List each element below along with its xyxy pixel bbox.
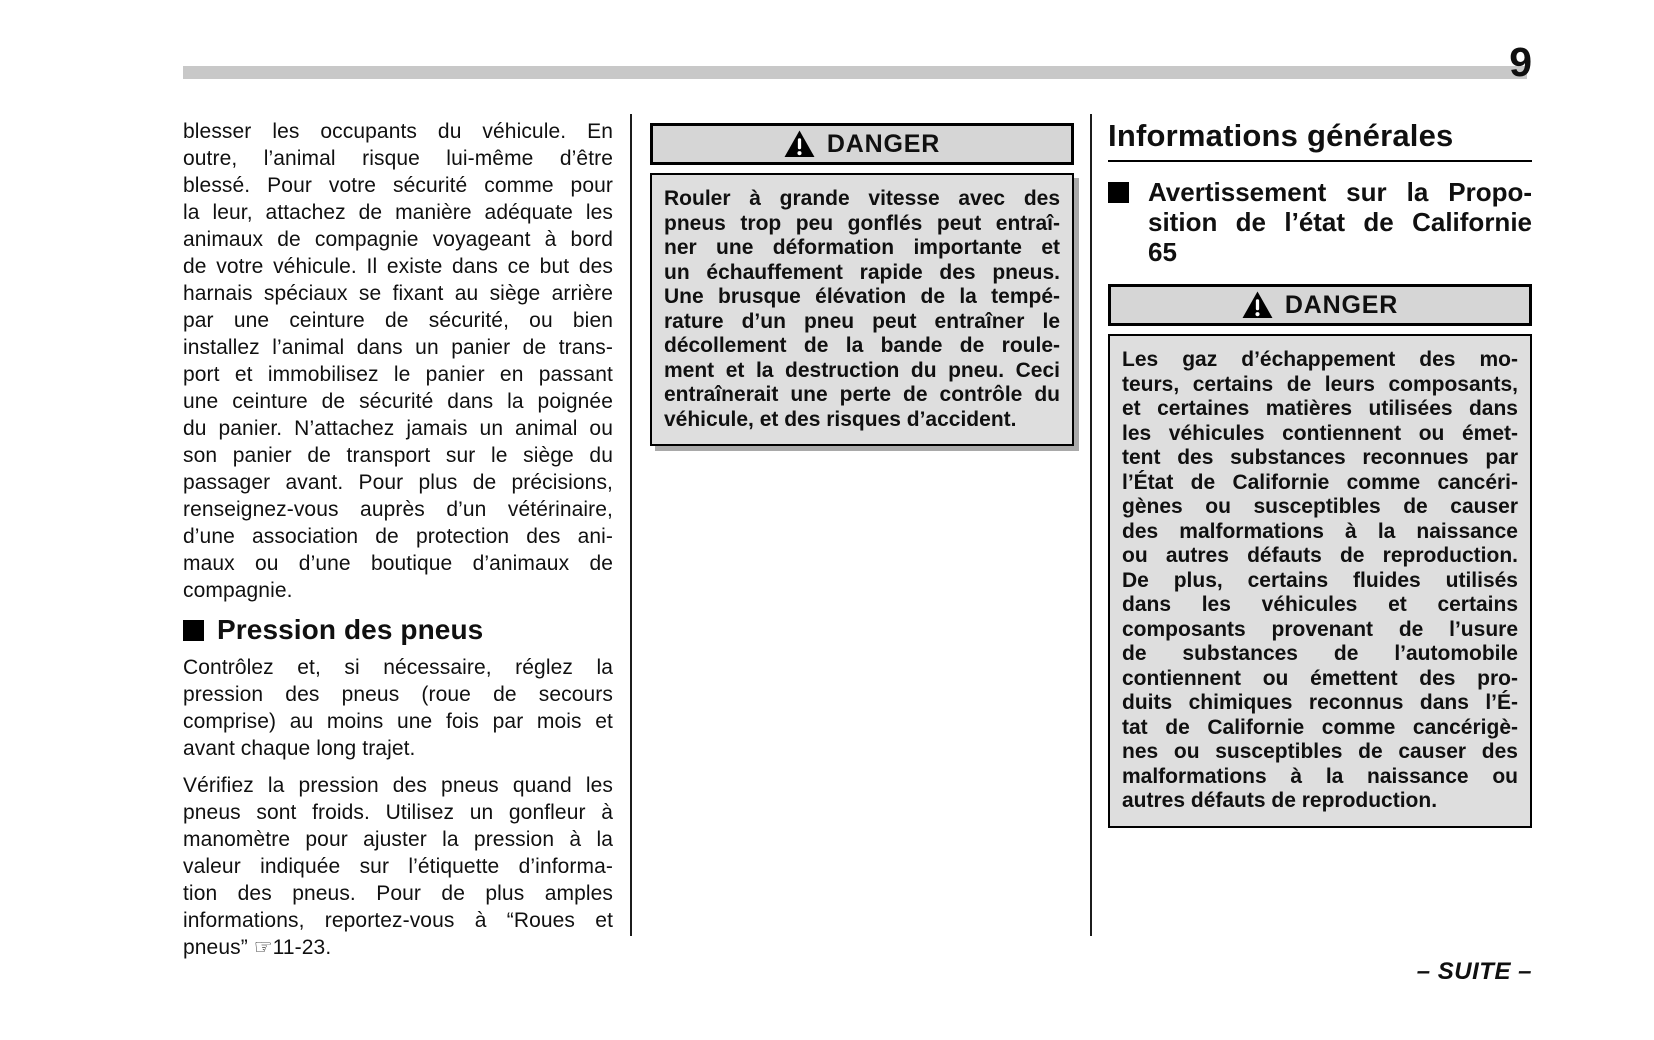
text-line: autres défauts de reproduction. (1122, 789, 1438, 812)
chapter-heading: Informations générales (1108, 118, 1532, 162)
text-line: passager avant. Pour plus de précisions, (183, 471, 613, 494)
paragraph-tire-check (183, 654, 613, 762)
text-line: pression des pneus (roue de secours (183, 683, 613, 706)
text-line: tion des pneus. Pour de plus amples (183, 882, 613, 905)
text-line: gènes ou susceptibles de causer (1122, 495, 1518, 518)
text-line: pneus trop peu gonflés peut entraî- (664, 211, 1060, 235)
danger-body-text (1108, 334, 1532, 828)
text-line: Rouler à grande vitesse avec des (664, 187, 1060, 210)
square-bullet-icon (1108, 182, 1129, 203)
section-heading-tire-pressure (183, 614, 613, 646)
text-line: Contrôlez et, si nécessaire, réglez la (183, 656, 613, 679)
text-line: décollement de la bande de roule- (664, 334, 1060, 357)
text-line: tat de Californie comme cancérigè- (1122, 715, 1518, 739)
text-line: la leur, attachez de manière adéquate les (183, 201, 613, 224)
text-line: composants provenant de l’usure (1122, 617, 1518, 641)
danger-body-text (650, 173, 1074, 446)
danger-label: DANGER (1284, 290, 1399, 319)
text-line: ou autres défauts de reproduction. (1122, 544, 1518, 567)
text-line: animaux de compagnie voyageant à bord (183, 228, 613, 251)
text-line: installez l’animal dans un panier de trans- (183, 336, 613, 359)
text-line: ment et la destruction du pneu. Ceci (664, 358, 1060, 382)
text-line: blessé. Pour votre sécurité comme pour (183, 174, 613, 197)
text-line: sition de l’état de Californie (1148, 207, 1532, 237)
text-line: pneus” ☞11-23. (183, 936, 332, 959)
text-line: son panier de transport sur le siège du (183, 444, 613, 467)
text-line: De plus, certains fluides utilisés (1122, 568, 1518, 592)
section-heading-prop65 (1108, 177, 1532, 267)
column-divider-right (1090, 114, 1092, 936)
paragraph-pets (183, 118, 613, 604)
danger-label: DANGER (826, 129, 941, 158)
text-line: du panier. N’attachez jamais un animal ou (183, 417, 613, 440)
text-line: Une brusque élévation de la tempé- (664, 285, 1060, 308)
text-line: d’une association de protection des ani- (183, 525, 613, 548)
text-line: Vérifiez la pression des pneus quand les (183, 774, 613, 797)
text-line: maux ou d’une boutique d’animaux de (183, 552, 613, 575)
text-line: avant chaque long trajet. (183, 737, 416, 760)
text-line: Les gaz d’échappement des mo- (1122, 348, 1518, 371)
text-line: informations, reportez-vous à “Roues et (183, 909, 613, 932)
text-line: pneus sont froids. Utilisez un gonfleur à (183, 801, 613, 824)
text-line: des malformations à la naissance (1122, 519, 1518, 543)
text-line: manomètre pour ajuster la pression à la (183, 828, 613, 851)
text-line: ner une déformation importante et (664, 236, 1060, 259)
text-line: comprise) au moins une fois par mois et (183, 710, 613, 733)
text-line: port et immobilisez le panier en passant (183, 363, 613, 386)
text-line: valeur indiquée sur l’étiquette d’informa- (183, 855, 613, 878)
text-line: duits chimiques reconnus dans l’É- (1122, 691, 1518, 714)
header-rule-bar (183, 66, 1527, 79)
text-line: Avertissement sur la Propo- (1148, 177, 1532, 207)
section-heading-label: Pression des pneus (217, 614, 484, 645)
text-line: par une ceinture de sécurité, ou bien (183, 309, 613, 332)
danger-box-prop65 (1108, 284, 1532, 828)
text-line: outre, l’animal risque lui-même d’être (183, 147, 613, 170)
paragraph-tire-cold (183, 772, 613, 961)
text-line: de substances de l’automobile (1122, 642, 1518, 665)
text-line: l’État de Californie comme cancéri- (1122, 470, 1518, 494)
continuation-marker: – SUITE – (1416, 958, 1532, 985)
warning-triangle-icon (1242, 291, 1273, 319)
text-line: contiennent ou émettent des pro- (1122, 666, 1518, 690)
text-line: malformations à la naissance ou (1122, 764, 1518, 788)
section-heading-lines (1148, 177, 1532, 267)
text-line: rature d’un pneu peut entraîner le (664, 309, 1060, 333)
text-line: blesser les occupants du véhicule. En (183, 120, 613, 143)
text-line: renseignez-vous auprès d’un vétérinaire, (183, 498, 613, 521)
danger-box-tires (650, 123, 1074, 446)
text-line: compagnie. (183, 579, 293, 602)
danger-header (650, 123, 1074, 165)
danger-header (1108, 284, 1532, 326)
middle-column (650, 123, 1074, 446)
page-number: 9 (1509, 39, 1532, 85)
text-line: et certaines matières utilisées dans (1122, 397, 1518, 420)
text-line: harnais spéciaux se fixant au siège arrière (183, 282, 613, 305)
text-line: 65 (1148, 237, 1177, 267)
text-line: entraînerait une perte de contrôle du (664, 383, 1060, 406)
square-bullet-icon (183, 620, 204, 641)
right-column (1108, 118, 1532, 828)
text-line: de votre véhicule. Il existe dans ce but des (183, 255, 613, 278)
text-line: teurs, certains de leurs composants, (1122, 372, 1518, 396)
column-divider-left (630, 114, 632, 936)
text-line: les véhicules contiennent ou émet- (1122, 421, 1518, 445)
text-line: tent des substances reconnues par (1122, 446, 1518, 469)
warning-triangle-icon (784, 130, 815, 158)
text-line: un échauffement rapide des pneus. (664, 260, 1060, 284)
text-line: nes ou susceptibles de causer des (1122, 740, 1518, 763)
text-line: dans les véhicules et certains (1122, 593, 1518, 616)
left-column (183, 118, 613, 971)
text-line: véhicule, et des risques d’accident. (664, 407, 1017, 431)
text-line: une ceinture de sécurité dans la poignée (183, 390, 613, 413)
